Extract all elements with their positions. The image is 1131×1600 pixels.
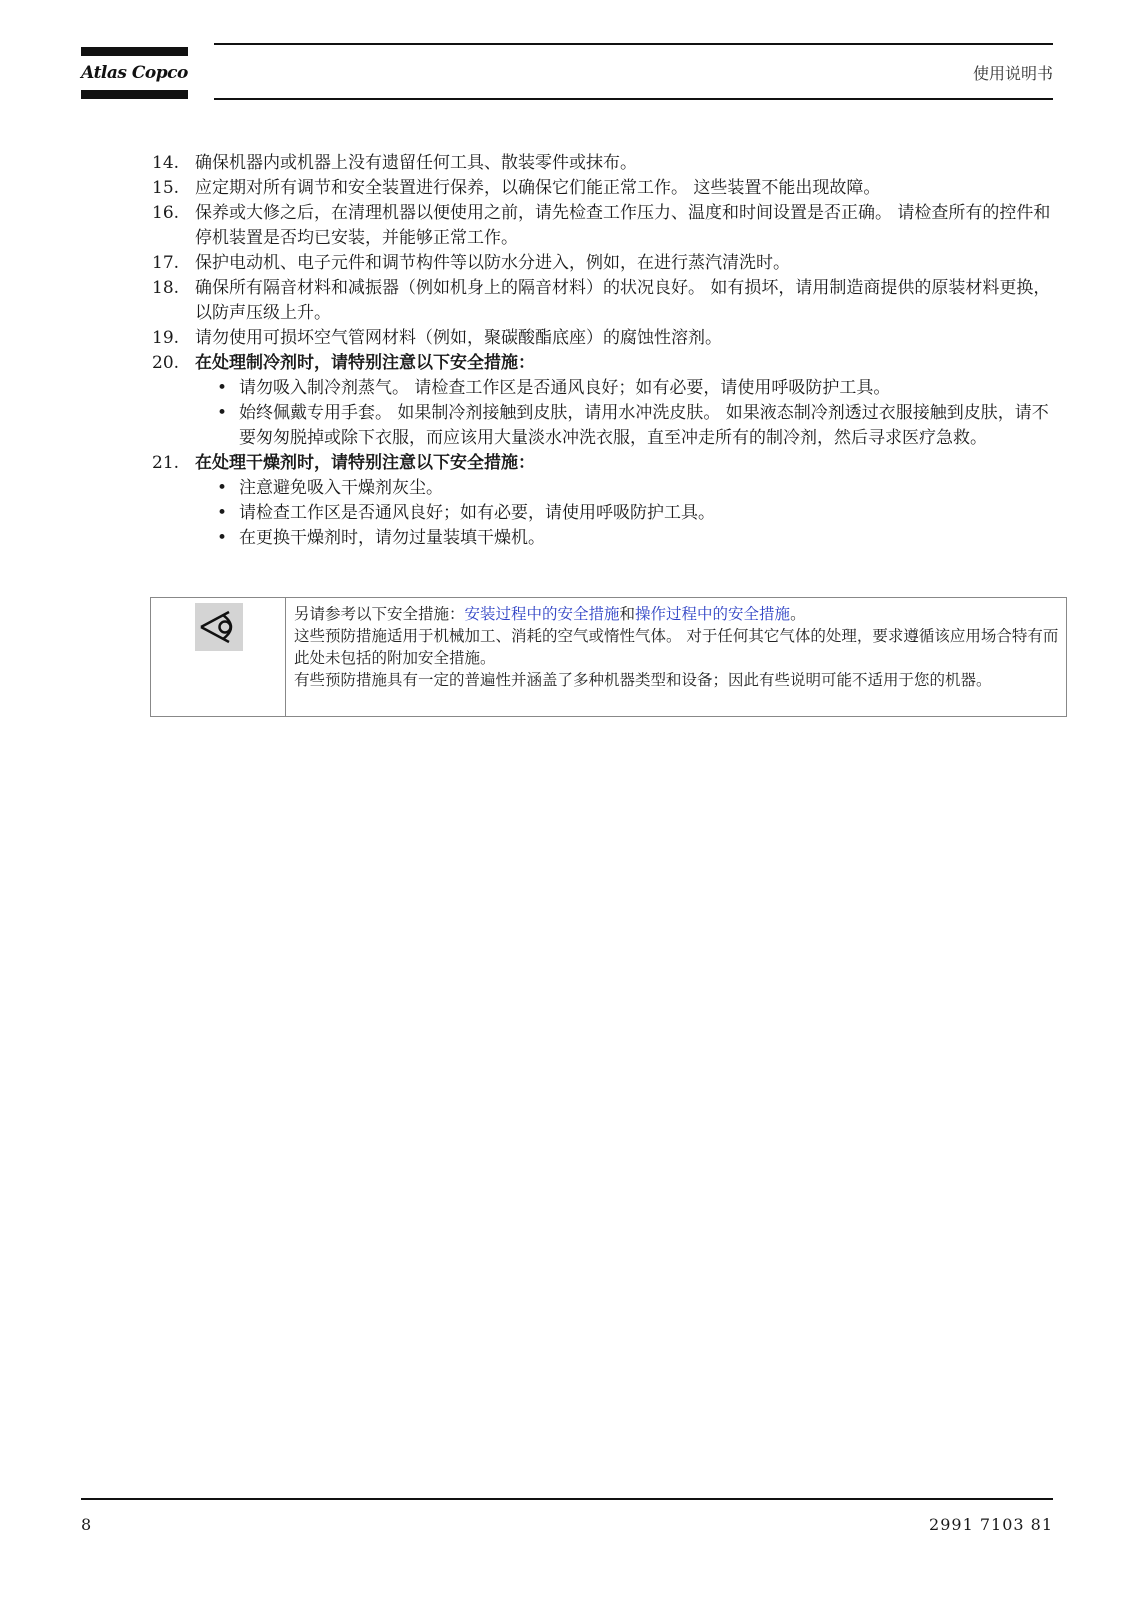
bullet-icon: • <box>217 403 228 423</box>
sub-bullet-item <box>217 376 1052 401</box>
item-text: 保养或大修之后，在清理机器以便使用之前，请先检查工作压力、温度和时间设置是否正确。 请检查所有的控件和停机装置是否均已安装，并能够正常工作。 <box>195 203 1051 248</box>
item-number: 17. <box>152 253 180 273</box>
link-installation-safety[interactable]: 安装过程中的安全措施 <box>464 605 620 623</box>
item-number: 19. <box>152 328 180 348</box>
note-conjunction: 和 <box>619 605 636 623</box>
atlas-copco-logo <box>81 47 188 99</box>
link-operation-safety[interactable]: 操作过程中的安全措施 <box>635 605 791 623</box>
item-text: 确保所有隔音材料和减振器（例如机身上的隔音材料）的状况良好。 如有损坏，请用制造商提供的原装材料更换，以防声压级上升。 <box>195 278 1051 323</box>
note-reference-line <box>294 603 1059 625</box>
list-item-refrigerant-heading <box>152 351 1052 376</box>
item-number: 15. <box>152 178 180 198</box>
sub-item-text: 始终佩戴专用手套。 如果制冷剂接触到皮肤，请用水冲洗皮肤。 如果液态制冷剂透过衣服接触到皮肤，请不要匆匆脱掉或除下衣服，而应该用大量淡水冲洗衣服，直至冲走所有的制冷剂，然后寻求医疗急救。 <box>239 403 1049 448</box>
sub-item-text: 请勿吸入制冷剂蒸气。 请检查工作区是否通风良好；如有必要，请使用呼吸防护工具。 <box>239 378 891 398</box>
list-item <box>152 176 1052 201</box>
list-item <box>152 151 1052 176</box>
item-text: 保护电动机、电子元件和调节构件等以防水分进入，例如，在进行蒸汽清洗时。 <box>195 253 790 273</box>
note-body <box>294 603 1059 691</box>
bullet-icon: • <box>217 503 228 523</box>
bullet-icon: • <box>217 478 228 498</box>
item-text: 请勿使用可损坏空气管网材料（例如，聚碳酸酯底座）的腐蚀性溶剂。 <box>195 328 722 348</box>
note-suffix: 。 <box>790 605 806 623</box>
header-rule-top <box>214 43 1053 45</box>
note-paragraph: 这些预防措施适用于机械加工、消耗的空气或惰性气体。 对于任何其它气体的处理，要求遵循该应用场合特有而此处未包括的附加安全措施。 <box>294 627 1059 667</box>
item-text: 确保机器内或机器上没有遗留任何工具、散装零件或抹布。 <box>195 153 637 173</box>
sub-item-text: 请检查工作区是否通风良好；如有必要，请使用呼吸防护工具。 <box>239 503 715 523</box>
list-item-desiccant-heading <box>152 451 1052 476</box>
item-text: 在处理干燥剂时，请特别注意以下安全措施： <box>195 453 535 473</box>
sub-bullet-item <box>217 501 1052 526</box>
bullet-icon: • <box>217 528 228 548</box>
item-text: 在处理制冷剂时，请特别注意以下安全措施： <box>195 353 535 373</box>
page-number: 8 <box>81 1515 92 1534</box>
list-item <box>152 276 1052 326</box>
sub-item-text: 注意避免吸入干燥剂灰尘。 <box>239 478 443 498</box>
item-number: 21. <box>152 453 180 473</box>
item-number: 16. <box>152 203 180 223</box>
logo-wordmark: Atlas Copco <box>81 63 188 83</box>
sub-bullet-item <box>217 476 1052 501</box>
note-paragraph: 有些预防措施具有一定的普遍性并涵盖了多种机器类型和设备；因此有些说明可能不适用于您的机器。 <box>294 671 992 689</box>
sub-item-text: 在更换干燥剂时，请勿过量装填干燥机。 <box>239 528 545 548</box>
bullet-icon: • <box>217 378 228 398</box>
note-divider <box>285 598 286 716</box>
header-rule-bottom <box>214 98 1053 100</box>
list-item <box>152 326 1052 351</box>
footer-rule <box>81 1498 1053 1500</box>
logo-bar-top <box>81 47 188 56</box>
document-number: 2991 7103 81 <box>929 1515 1053 1534</box>
sub-bullet-item <box>217 526 1052 551</box>
safety-note-box <box>150 597 1067 717</box>
list-item <box>152 251 1052 276</box>
item-number: 20. <box>152 353 180 373</box>
item-number: 18. <box>152 278 180 298</box>
safety-precautions-list <box>152 151 1052 551</box>
eye-icon <box>195 603 243 651</box>
item-number: 14. <box>152 153 180 173</box>
logo-bar-bottom <box>81 90 188 99</box>
item-text: 应定期对所有调节和安全装置进行保养，以确保它们能正常工作。 这些装置不能出现故障。 <box>195 178 881 198</box>
sub-bullet-item <box>217 401 1052 451</box>
list-item <box>152 201 1052 251</box>
document-type-title: 使用说明书 <box>972 64 1053 83</box>
note-prefix: 另请参考以下安全措施： <box>294 605 465 623</box>
